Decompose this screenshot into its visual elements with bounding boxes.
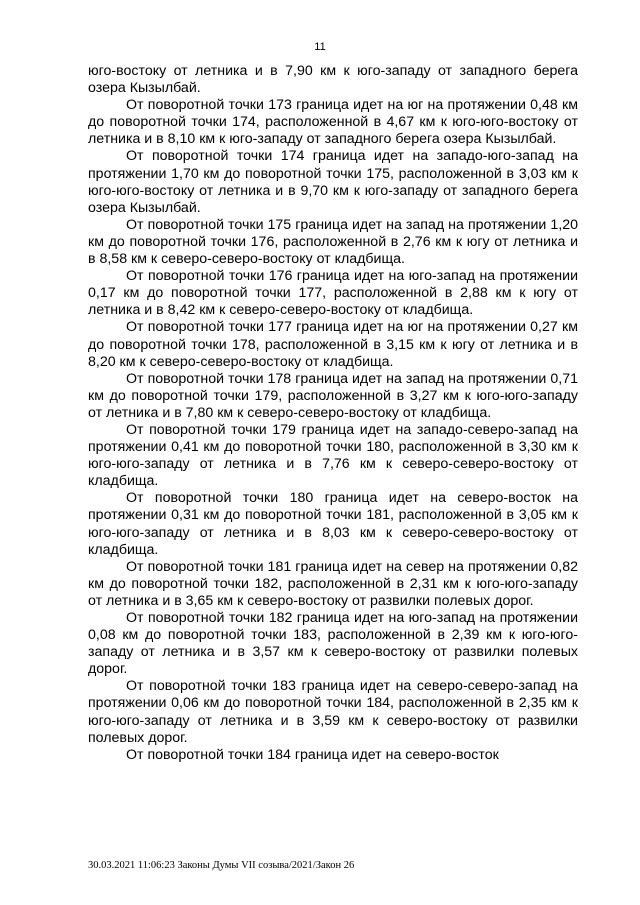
paragraph: От поворотной точки 175 граница идет на запад на протяжении 1,20 км до поворотной точки 176, расположенной в 2,76 км к югу от летника и в 8,58 км к северо-северо-востоку от кладбища. <box>88 216 578 268</box>
paragraph: От поворотной точки 174 граница идет на западо-юго-запад на протяжении 1,70 км до поворотной точки 175, расположенной в 3,03 км к юго-юго-востоку от летника и в 9,70 км к юго-западу от западного берега озера Кызылбай. <box>88 148 578 216</box>
paragraph: От поворотной точки 179 граница идет на западо-северо-запад на протяжении 0,41 км до поворотной точки 180, расположенной в 3,30 км к юго-юго-западу от летника и в 7,76 км к северо-северо-востоку от кладбища. <box>88 421 578 490</box>
paragraph: От поворотной точки 177 граница идет на юг на протяжении 0,27 км до поворотной точки 178, расположенной в 3,15 км к югу от летника и в 8,20 км к северо-северо-востоку от кладбища. <box>88 319 578 370</box>
paragraph: От поворотной точки 182 граница идет на юго-запад на протяжении 0,08 км до поворотной точки 183, расположенной в 2,39 км к юго-юго-западу от летника и в 3,57 км к северо-востоку от развилки полевых дорог. <box>88 610 578 678</box>
paragraph: От поворотной точки 181 граница идет на север на протяжении 0,82 км до поворотной точки 182, расположенной в 2,31 км к юго-юго-западу от летника и в 3,65 км к северо-востоку от развилки полевых дорог. <box>88 558 578 609</box>
paragraph: юго-востоку от летника и в 7,90 км к юго-западу от западного берега озера Кызылбай. <box>88 63 578 97</box>
paragraph: От поворотной точки 178 граница идет на запад на протяжении 0,71 км до поворотной точки 179, расположенной в 3,27 км к юго-юго-западу от летника и в 7,80 км к северо-северо-востоку от кладбища. <box>88 370 578 421</box>
paragraph: От поворотной точки 183 граница идет на северо-северо-запад на протяжении 0,06 км до поворотной точки 184, расположенной в 2,35 км к юго-юго-западу от летника и в 3,59 км к северо-востоку от развилки полевых дорог. <box>88 678 578 746</box>
paragraph: От поворотной точки 180 граница идет на северо-восток на протяжении 0,31 км до поворотной точки 181, расположенной в 3,05 км к юго-юго-западу от летника и в 8,03 км к северо-северо-востоку от кладбища. <box>88 490 578 558</box>
document-body <box>88 63 578 764</box>
paragraph: От поворотной точки 176 граница идет на юго-запад на протяжении 0,17 км до поворотной точки 177, расположенной в 2,88 км к югу от летника и в 8,42 км к северо-северо-востоку от кладбища. <box>88 268 578 319</box>
paragraph: От поворотной точки 173 граница идет на юг на протяжении 0,48 км до поворотной точки 174, расположенной в 4,67 км к юго-юго-востоку от летника и в 8,10 км к юго-западу от западного берега озера Кызылбай. <box>88 97 578 148</box>
document-footer: 30.03.2021 11:06:23 Законы Думы VII созыва/2021/Закон 26 <box>88 860 355 871</box>
page-number: 11 <box>314 41 326 53</box>
paragraph: От поворотной точки 184 граница идет на северо-восток <box>126 746 499 763</box>
